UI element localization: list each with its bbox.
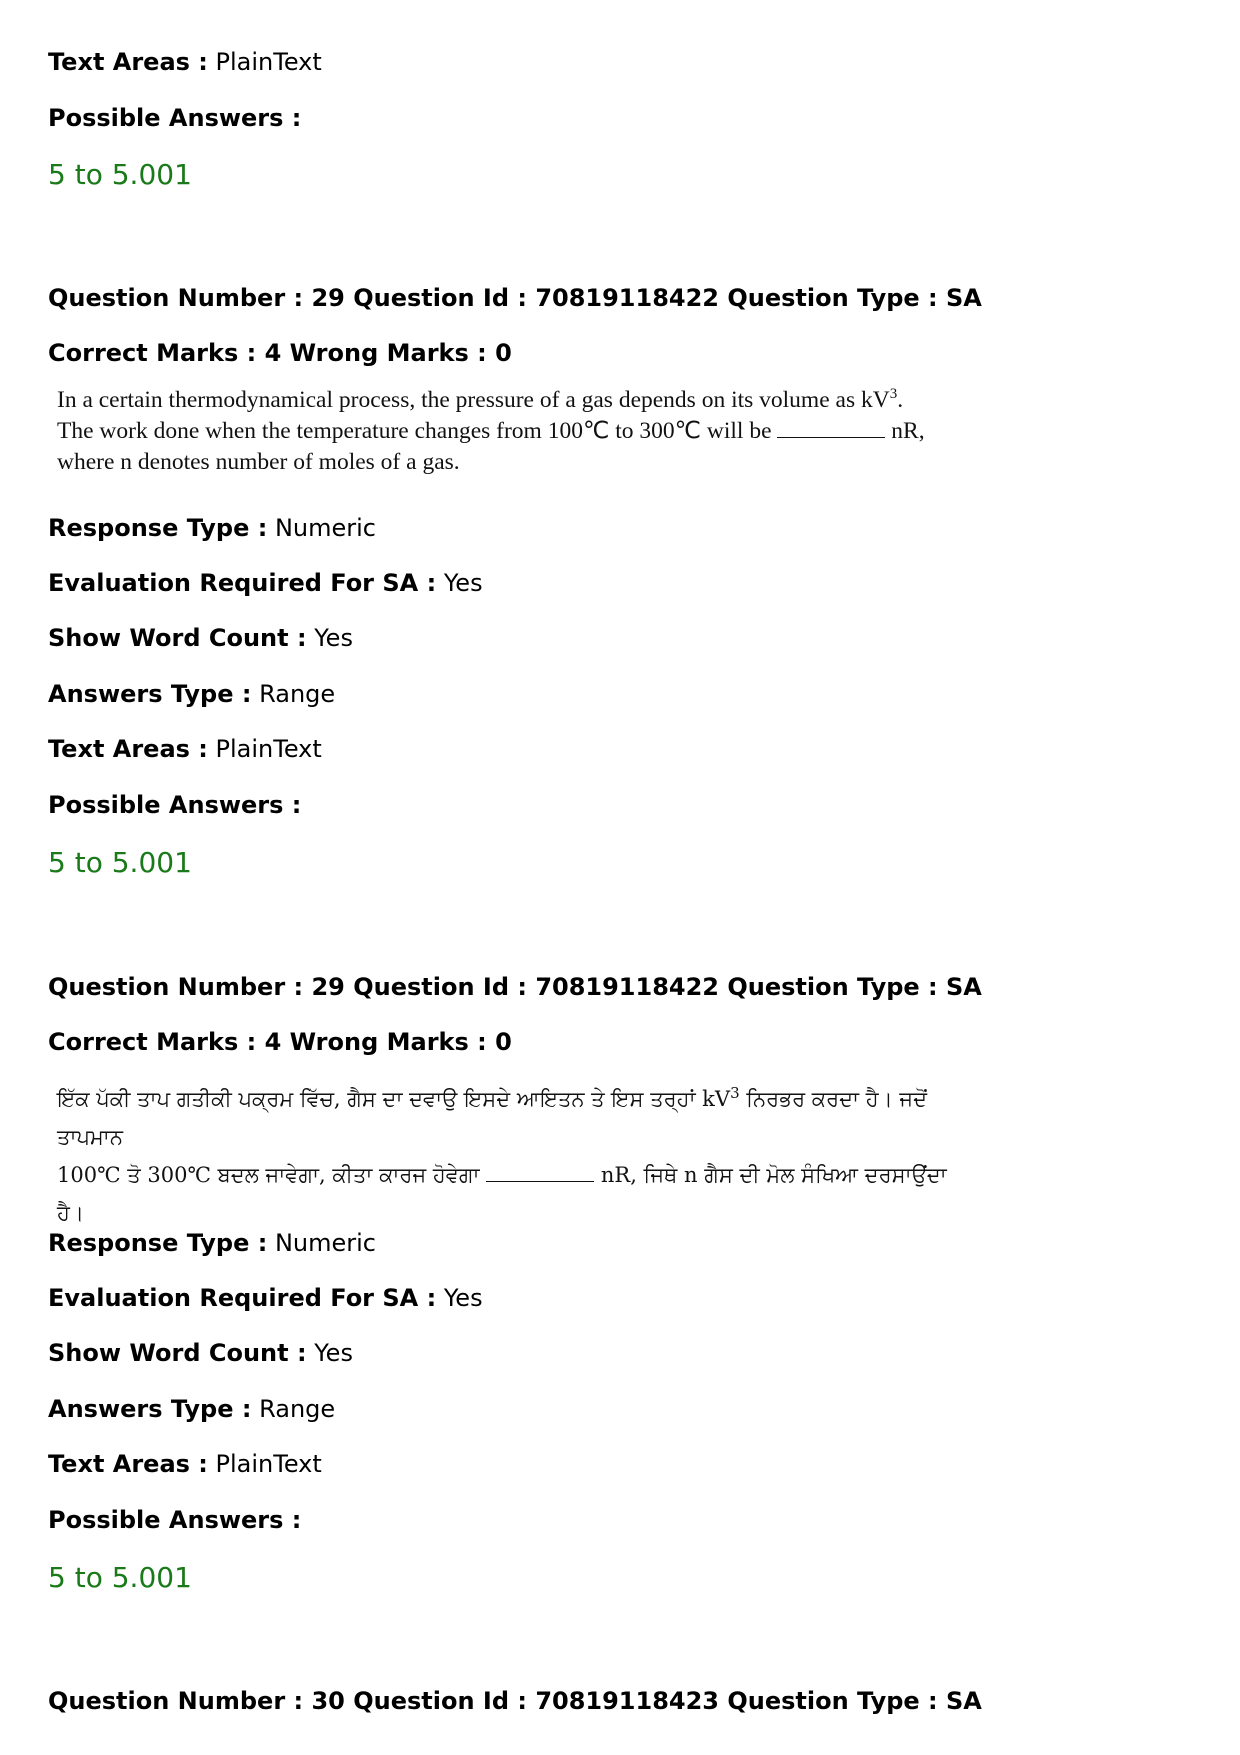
field-label: Response Type : bbox=[48, 514, 268, 542]
word-count-row bbox=[48, 1338, 353, 1368]
word-count-row bbox=[48, 623, 353, 653]
field-value: PlainText bbox=[215, 735, 322, 763]
question-text-line: ਇੱਕ ਪੱਕੀ ਤਾਪ ਗਤੀਕੀ ਪਕ੍ਰਮ ਵਿੱਚ, ਗੈਸ ਦਾ ਦਵਾਉ ਇਸਦੇ ਆਇਤਨ ਤੇ ਇਸ ਤਰ੍ਹਾਂ $kV^3$ ਨਿਰਭਰ ਕਰਦਾ ਹੈ। ਜਦੋਂ ਤਾਪਮਾਨ bbox=[57, 1084, 928, 1149]
text-areas-row bbox=[48, 734, 322, 764]
evaluation-row bbox=[48, 1283, 483, 1313]
field-label: Text Areas : bbox=[48, 1450, 208, 1478]
field-value: Yes bbox=[443, 1284, 483, 1312]
field-value: PlainText bbox=[215, 48, 322, 76]
field-value: Yes bbox=[443, 569, 483, 597]
field-label: Evaluation Required For SA : bbox=[48, 569, 437, 597]
question-text-punjabi bbox=[57, 1080, 957, 1232]
question-text bbox=[57, 385, 957, 478]
possible-answers-label: Possible Answers : bbox=[48, 104, 302, 132]
possible-answer: 5 to 5.001 bbox=[48, 158, 192, 191]
field-label: Show Word Count : bbox=[48, 1339, 307, 1367]
question-text-line: In a certain thermodynamical process, the pressure of a gas depends on its volume as $kV^3$. bbox=[57, 386, 904, 413]
field-value: Numeric bbox=[274, 1229, 376, 1257]
field-label: Show Word Count : bbox=[48, 624, 307, 652]
question-text-line: where n denotes number of moles of a gas. bbox=[57, 449, 460, 475]
evaluation-row bbox=[48, 568, 483, 598]
answers-type-row bbox=[48, 1394, 335, 1424]
answer-blank bbox=[777, 419, 885, 438]
answer-blank bbox=[486, 1163, 594, 1182]
field-value: Yes bbox=[314, 1339, 353, 1367]
field-label: Answers Type : bbox=[48, 1395, 252, 1423]
response-type-row bbox=[48, 1228, 376, 1258]
question-text-line: 100℃ ਤੋ 300℃ ਬਦਲ ਜਾਵੇਗਾ, ਕੀਤਾ ਕਾਰਜ ਹੋਵੇਗਾ nR, ਜਿਥੇ n ਗੈਸ ਦੀ ਮੋਲ ਸੰਖਿਆ ਦਰਸਾਉਂਦਾ bbox=[57, 1163, 947, 1187]
marks-row: Correct Marks : 4 Wrong Marks : 0 bbox=[48, 339, 512, 367]
field-label: Text Areas : bbox=[48, 735, 208, 763]
field-value: Range bbox=[259, 1395, 336, 1423]
field-label: Response Type : bbox=[48, 1229, 268, 1257]
possible-answers-label: Possible Answers : bbox=[48, 1506, 302, 1534]
field-label: Evaluation Required For SA : bbox=[48, 1284, 437, 1312]
field-label: Text Areas : bbox=[48, 48, 208, 76]
question-text-line: ਹੈ। bbox=[57, 1201, 85, 1225]
field-value: Yes bbox=[314, 624, 353, 652]
field-label: Answers Type : bbox=[48, 680, 252, 708]
answers-type-row bbox=[48, 679, 335, 709]
question-header: Question Number : 29 Question Id : 70819118422 Question Type : SA bbox=[48, 973, 982, 1001]
marks-row: Correct Marks : 4 Wrong Marks : 0 bbox=[48, 1028, 512, 1056]
text-areas-row bbox=[48, 47, 322, 77]
text-areas-row bbox=[48, 1449, 322, 1479]
response-type-row bbox=[48, 513, 376, 543]
question-text-line: The work done when the temperature changes from 100℃ to 300℃ will be nR, bbox=[57, 418, 925, 444]
field-value: Numeric bbox=[274, 514, 376, 542]
field-value: Range bbox=[259, 680, 336, 708]
question-header: Question Number : 29 Question Id : 70819118422 Question Type : SA bbox=[48, 284, 982, 312]
possible-answer: 5 to 5.001 bbox=[48, 846, 192, 879]
possible-answers-label: Possible Answers : bbox=[48, 791, 302, 819]
question-header: Question Number : 30 Question Id : 70819118423 Question Type : SA bbox=[48, 1687, 982, 1715]
possible-answer: 5 to 5.001 bbox=[48, 1561, 192, 1594]
field-value: PlainText bbox=[215, 1450, 322, 1478]
